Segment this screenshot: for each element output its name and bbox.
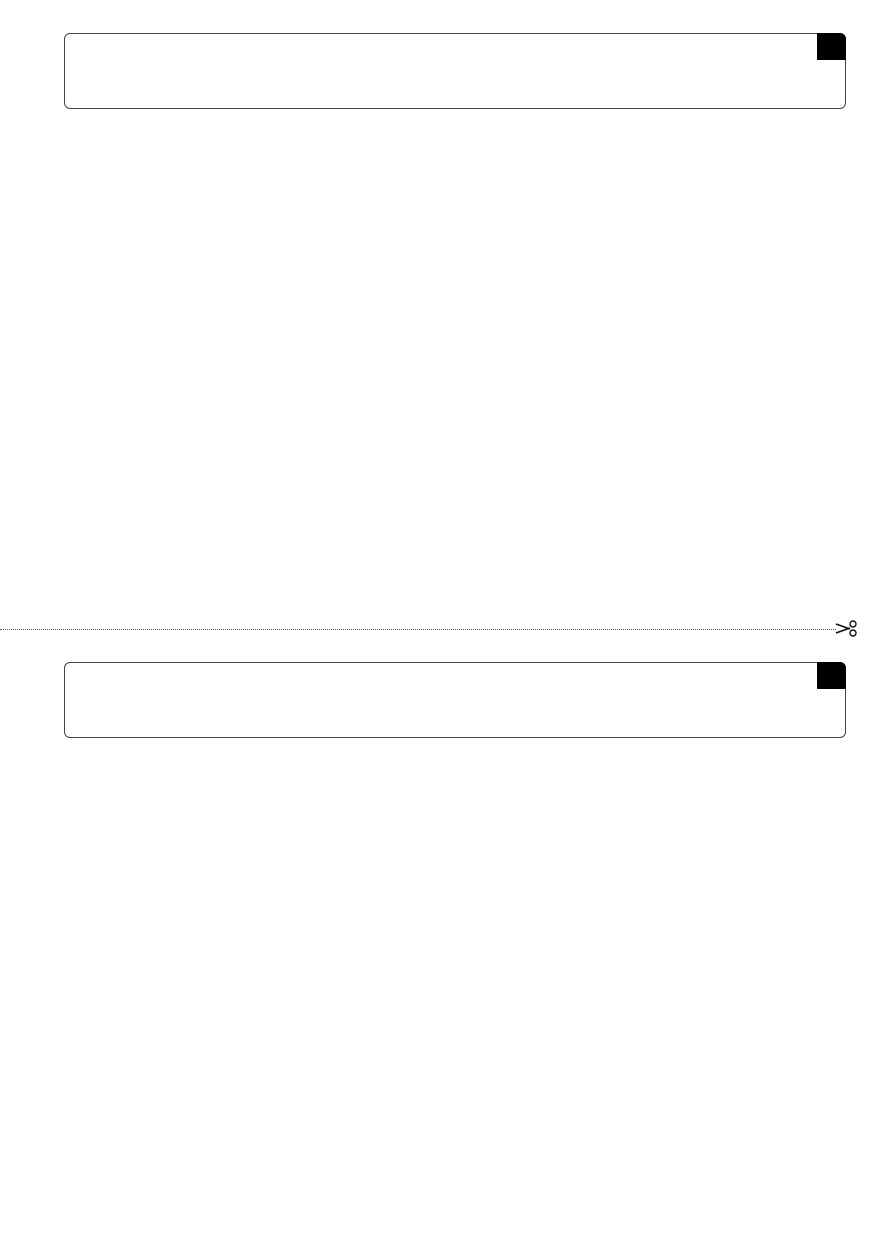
- page-number-badge: [817, 662, 846, 689]
- header-vierstoeckig: [64, 662, 846, 738]
- scissors-icon: [834, 617, 858, 639]
- header-dreistoeckig: [64, 33, 846, 109]
- cut-line: [0, 629, 836, 630]
- page-number-badge: [817, 33, 846, 60]
